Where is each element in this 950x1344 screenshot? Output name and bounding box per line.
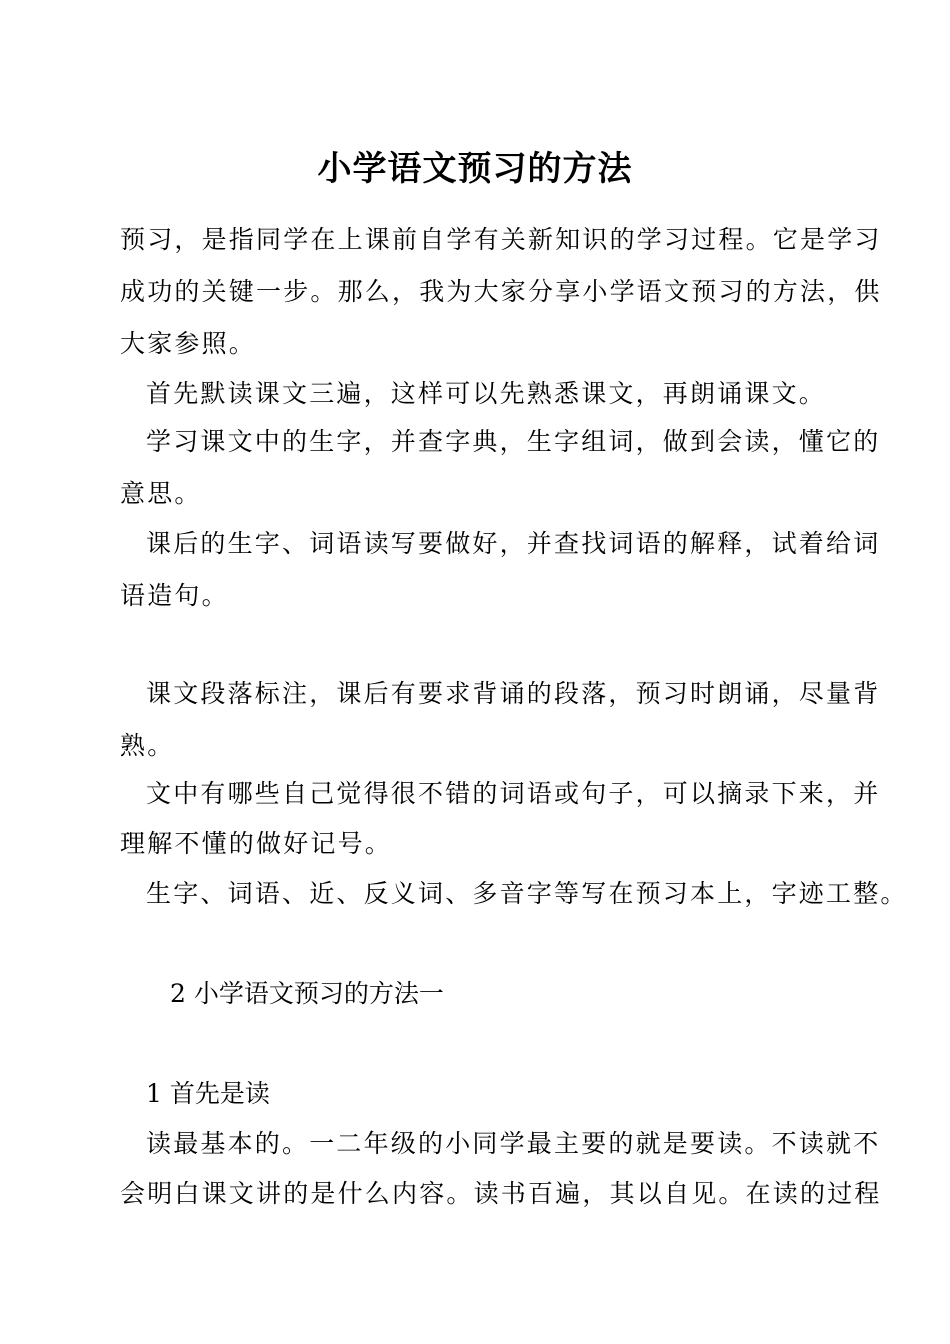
paragraph-line: 课后的生字、词语读写要做好，并查找词语的解释，试着给词 xyxy=(146,529,881,558)
paragraph-line: 理解不懂的做好记号。 xyxy=(120,829,393,858)
paragraph-line: 文中有哪些自己觉得很不错的词语或句子，可以摘录下来，并 xyxy=(146,779,881,808)
paragraph-line: 会明白课文讲的是什么内容。读书百遍，其以自见。在读的过程 xyxy=(120,1179,882,1208)
paragraph-line: 熟。 xyxy=(120,731,175,760)
subsection-heading: 1 首先是读 xyxy=(146,1079,270,1108)
paragraph-line: 学习课文中的生字，并查字典，生字组词，做到会读，懂它的 xyxy=(146,427,881,456)
paragraph-line: 成功的关键一步。那么，我为大家分享小学语文预习的方法，供 xyxy=(120,277,882,306)
paragraph-line: 读最基本的。一二年级的小同学最主要的就是要读。不读就不 xyxy=(146,1129,881,1158)
document-title: 小学语文预习的方法 xyxy=(317,149,633,189)
paragraph-line: 课文段落标注，课后有要求背诵的段落，预习时朗诵，尽量背 xyxy=(146,679,881,708)
paragraph-line: 首先默读课文三遍，这样可以先熟悉课文，再朗诵课文。 xyxy=(146,379,827,408)
section-heading: 2 小学语文预习的方法一 xyxy=(170,979,444,1008)
paragraph-line: 意思。 xyxy=(120,479,202,508)
paragraph-line: 预习，是指同学在上课前自学有关新知识的学习过程。它是学习 xyxy=(120,225,882,254)
paragraph-line: 大家参照。 xyxy=(120,329,257,358)
paragraph-line: 语造句。 xyxy=(120,581,229,610)
paragraph-line: 生字、词语、近、反义词、多音字等写在预习本上，字迹工整。 xyxy=(146,879,908,908)
